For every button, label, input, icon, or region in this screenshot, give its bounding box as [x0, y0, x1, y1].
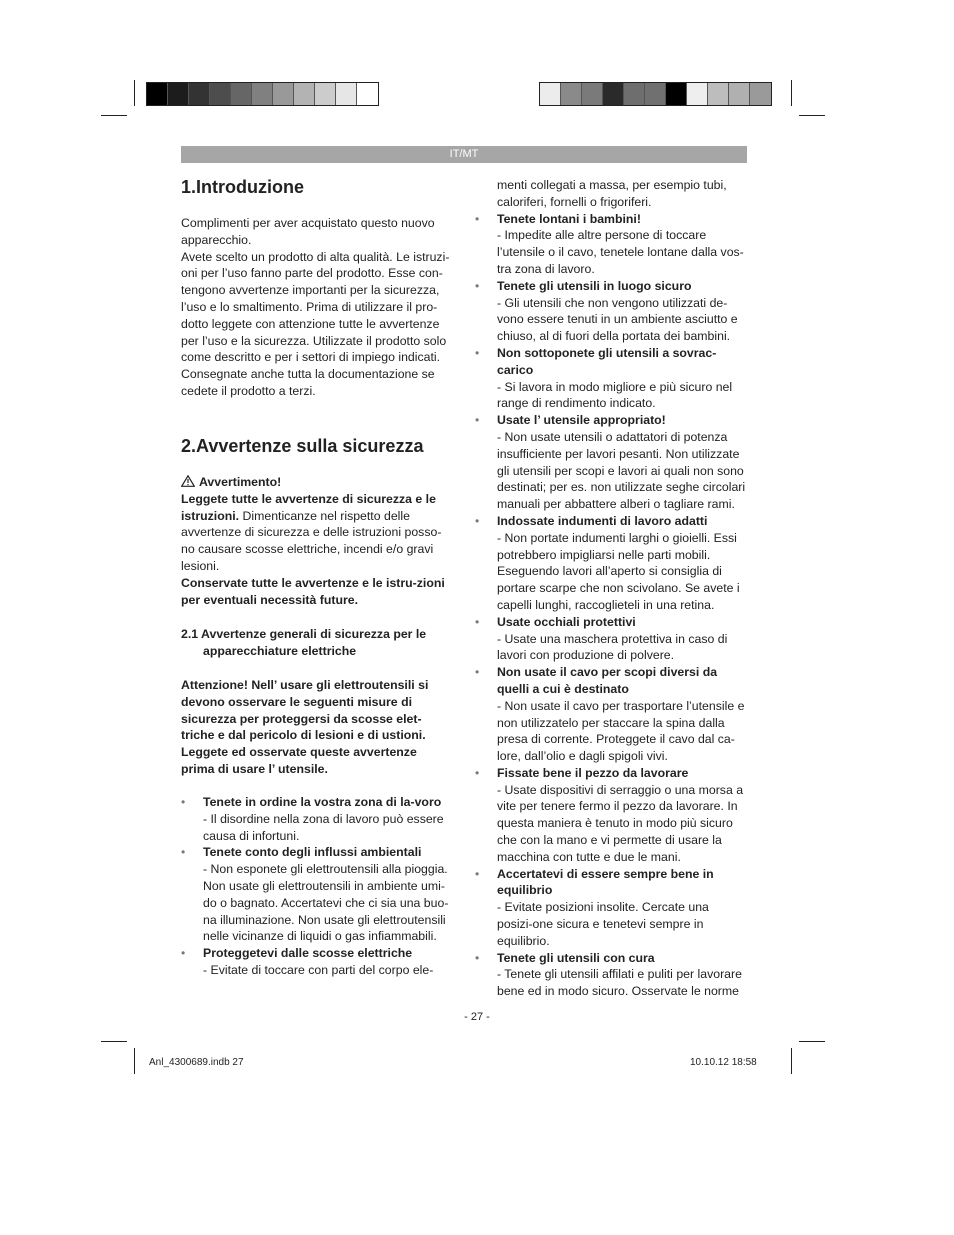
- right-bar-swatch: [708, 83, 729, 105]
- color-bar-left: [146, 82, 379, 106]
- bullet-text: - Non portate indumenti larghi o gioielli. Essi potrebbero impigliarsi nelle parti mobili. Eseguendo lavori all’aperto si consiglia di portare scarpe che non scivolano. Se avete i capelli lunghi, raccoglieteli in una retina.: [497, 530, 740, 612]
- crop-mark: [101, 1041, 127, 1042]
- bullet-item: [475, 950, 747, 1000]
- bullet-title: • Tenete gli utensili con cura: [497, 950, 655, 965]
- bullet-item: [475, 765, 747, 866]
- bullet-text: - Non usate utensili o adattatori di potenza insufficiente per lavori pesanti. Non utilizzate gli utensili per scopi e lavori ai quali non sono destinati; per es. non utilizzate seghe circolari manuali per abbattere alberi o tagliare rami.: [497, 429, 746, 512]
- crop-mark: [134, 80, 135, 106]
- right-bar-swatch: [687, 83, 708, 105]
- crop-mark: [791, 1048, 792, 1074]
- bullet-text: - Usate dispositivi di serraggio o una morsa a vite per tenere fermo il pezzo da lavorare. In questa maniera è tenuto in modo più sicuro che con la mano e vi permette di usare la macchina con tutte e due le mani.: [497, 782, 744, 864]
- bullet-item: [181, 945, 453, 979]
- left-bar-swatch: [273, 83, 294, 105]
- section-2-title: 2.Avvertenze sulla sicurezza: [181, 436, 424, 456]
- bullet-title: • Tenete gli utensili in luogo sicuro: [497, 278, 692, 293]
- bullet-text: - Evitate di toccare con parti del corpo ele-: [203, 962, 434, 977]
- bullet-title: • Tenete conto degli influssi ambientali: [203, 845, 422, 860]
- left-bar-swatch: [315, 83, 336, 105]
- bullet-title: • Fissate bene il pezzo da lavorare: [497, 765, 689, 780]
- bullet-item: [475, 345, 747, 412]
- left-bar-swatch: [168, 83, 189, 105]
- left-bar-swatch: [294, 83, 315, 105]
- left-bar-swatch: [210, 83, 231, 105]
- bullet-item: [181, 844, 453, 945]
- right-continuation: menti collegati a massa, per esempio tubi, caloriferi, fornelli o frigoriferi.: [497, 178, 727, 209]
- bullet-title: • Proteggetevi dalle scosse elettriche: [203, 946, 413, 961]
- section-1-title: 1.Introduzione: [181, 177, 304, 197]
- page-number: - 27 -: [464, 1011, 490, 1023]
- bullet-item: [475, 664, 747, 765]
- crop-mark: [799, 1041, 825, 1042]
- crop-mark: [134, 1048, 135, 1074]
- right-bar-swatch: [666, 83, 687, 105]
- footer-file: Anl_4300689.indb 27: [149, 1057, 244, 1068]
- bullet-text: - Impedite alle altre persone di toccare l’utensile o il cavo, tenetele lontane dalla vos-tra zona di lavoro.: [497, 228, 744, 276]
- bullet-text: - Il disordine nella zona di lavoro può essere causa di infortuni.: [203, 811, 444, 843]
- bullet-title: • Non usate il cavo per scopi diversi da quelli a cui è destinato: [497, 665, 718, 696]
- bullet-text: - Evitate posizioni insolite. Cercate una posizi-one sicura e tenetevi sempre in equilibrio.: [497, 900, 709, 948]
- warning-bold: Leggete tutte le avvertenze di sicurezza e le istruzioni.: [181, 491, 436, 523]
- bullet-text: - Si lavora in modo migliore e più sicuro nel range di rendimento indicato.: [497, 379, 733, 411]
- intro-paragraph-2: Avete scelto un prodotto di alta qualità. Le istruzi-oni per l’uso fanno parte del prodotto. Esse con-tengono avvertenze importanti per la sicurezza, l’uso e lo smaltimento. Prima di utilizzare il pro-dotto leggete con attenzione tutte le avvertenze per l’uso e la sicurezza. Utilizzate il prodotto solo come descritto e per i settori di impiego indicati. Consegnate anche tutta la documentazione se cedete il prodotto a terzi.: [181, 249, 450, 398]
- keep-instructions: Conservate tutte le avvertenze e le istru-zioni per eventuali necessità future.: [181, 575, 445, 607]
- right-bar-swatch: [729, 83, 750, 105]
- right-column: [475, 177, 747, 1000]
- bullet-item: [475, 513, 747, 614]
- bullet-item: [181, 794, 453, 844]
- bullet-text: - Non usate il cavo per trasportare l’utensile e non utilizzatelo per staccare la spina dalla presa di corrente. Proteggete il cavo dal ca-lore, dall’olio e dagli spigoli vivi.: [497, 698, 745, 764]
- bullet-title: • Indossate indumenti di lavoro adatti: [497, 513, 708, 528]
- crop-mark: [799, 115, 825, 116]
- bullet-item: [475, 211, 747, 278]
- bullet-item: [475, 412, 747, 513]
- left-bar-swatch: [357, 83, 378, 105]
- bullet-item: [475, 278, 747, 345]
- warning-label: Avvertimento!: [199, 475, 282, 489]
- bullet-title: • Tenete lontani i bambini!: [497, 211, 641, 226]
- bullet-title: • Tenete in ordine la vostra zona di la-voro: [203, 795, 442, 809]
- bullet-title: • Non sottoponete gli utensili a sovrac-carico: [497, 345, 717, 377]
- bullet-text: - Tenete gli utensili affilati e puliti per lavorare bene ed in modo sicuro. Osservate le norme: [497, 967, 742, 999]
- color-bar-right: [539, 82, 772, 106]
- right-bar-swatch: [603, 83, 624, 105]
- attention-paragraph: Attenzione! Nell’ usare gli elettroutensili si devono osservare le seguenti misure di sicurezza per proteggersi da scosse elet-triche e dal pericolo di lesioni e di ustioni. Leggete ed osservate queste avvertenze prima di usare l’ utensile.: [181, 678, 429, 776]
- bullet-text: - Gli utensili che non vengono utilizzati de-vono essere tenuti in un ambiente asciutto e chiuso, al di fuori della portata dei bambini.: [497, 295, 738, 344]
- crop-mark: [791, 80, 792, 106]
- bullet-text: - Usate una maschera protettiva in caso di lavori con produzione di polvere.: [497, 631, 728, 663]
- crop-mark: [101, 115, 127, 116]
- bullet-title: • Usate l’ utensile appropriato!: [497, 413, 666, 428]
- bullet-text: - Non esponete gli elettroutensili alla pioggia. Non usate gli elettroutensili in ambiente umi-do o bagnato. Accertatevi che ci sia una buo-na illuminazione. Non usate gli elettroutensili nelle vicinanze di liquidi o gas infiammabili.: [203, 862, 449, 944]
- bullet-title: • Usate occhiali protettivi: [497, 614, 636, 629]
- subsection-2-1-title: 2.1 Avvertenze generali di sicurezza per le apparecchiature elettriche: [181, 627, 427, 658]
- right-bullet-list: [475, 211, 747, 1000]
- right-bar-swatch: [645, 83, 666, 105]
- right-bar-swatch: [624, 83, 645, 105]
- right-bar-swatch: [750, 83, 771, 105]
- warning-text: Dimenticanze nel rispetto delle avvertenze di sicurezza e delle istruzioni posso-no causare scosse elettriche, incendi e/o gravi lesioni.: [181, 508, 442, 573]
- left-bar-swatch: [231, 83, 252, 105]
- right-bar-swatch: [540, 83, 561, 105]
- footer-date: 10.10.12 18:58: [690, 1057, 757, 1068]
- left-bar-swatch: [189, 83, 210, 105]
- right-bar-swatch: [582, 83, 603, 105]
- bullet-item: [475, 866, 747, 950]
- intro-paragraph-1: Complimenti per aver acquistato questo nuovo apparecchio.: [181, 216, 435, 247]
- right-bar-swatch: [561, 83, 582, 105]
- language-header: IT/MT: [181, 146, 747, 163]
- bullet-title: • Accertatevi di essere sempre bene in equilibrio: [497, 866, 714, 898]
- left-bar-swatch: [252, 83, 273, 105]
- left-bar-swatch: [147, 83, 168, 105]
- left-bullet-list: [181, 794, 453, 979]
- warning-triangle-icon: [181, 475, 195, 487]
- bullet-item: [475, 614, 747, 664]
- left-bar-swatch: [336, 83, 357, 105]
